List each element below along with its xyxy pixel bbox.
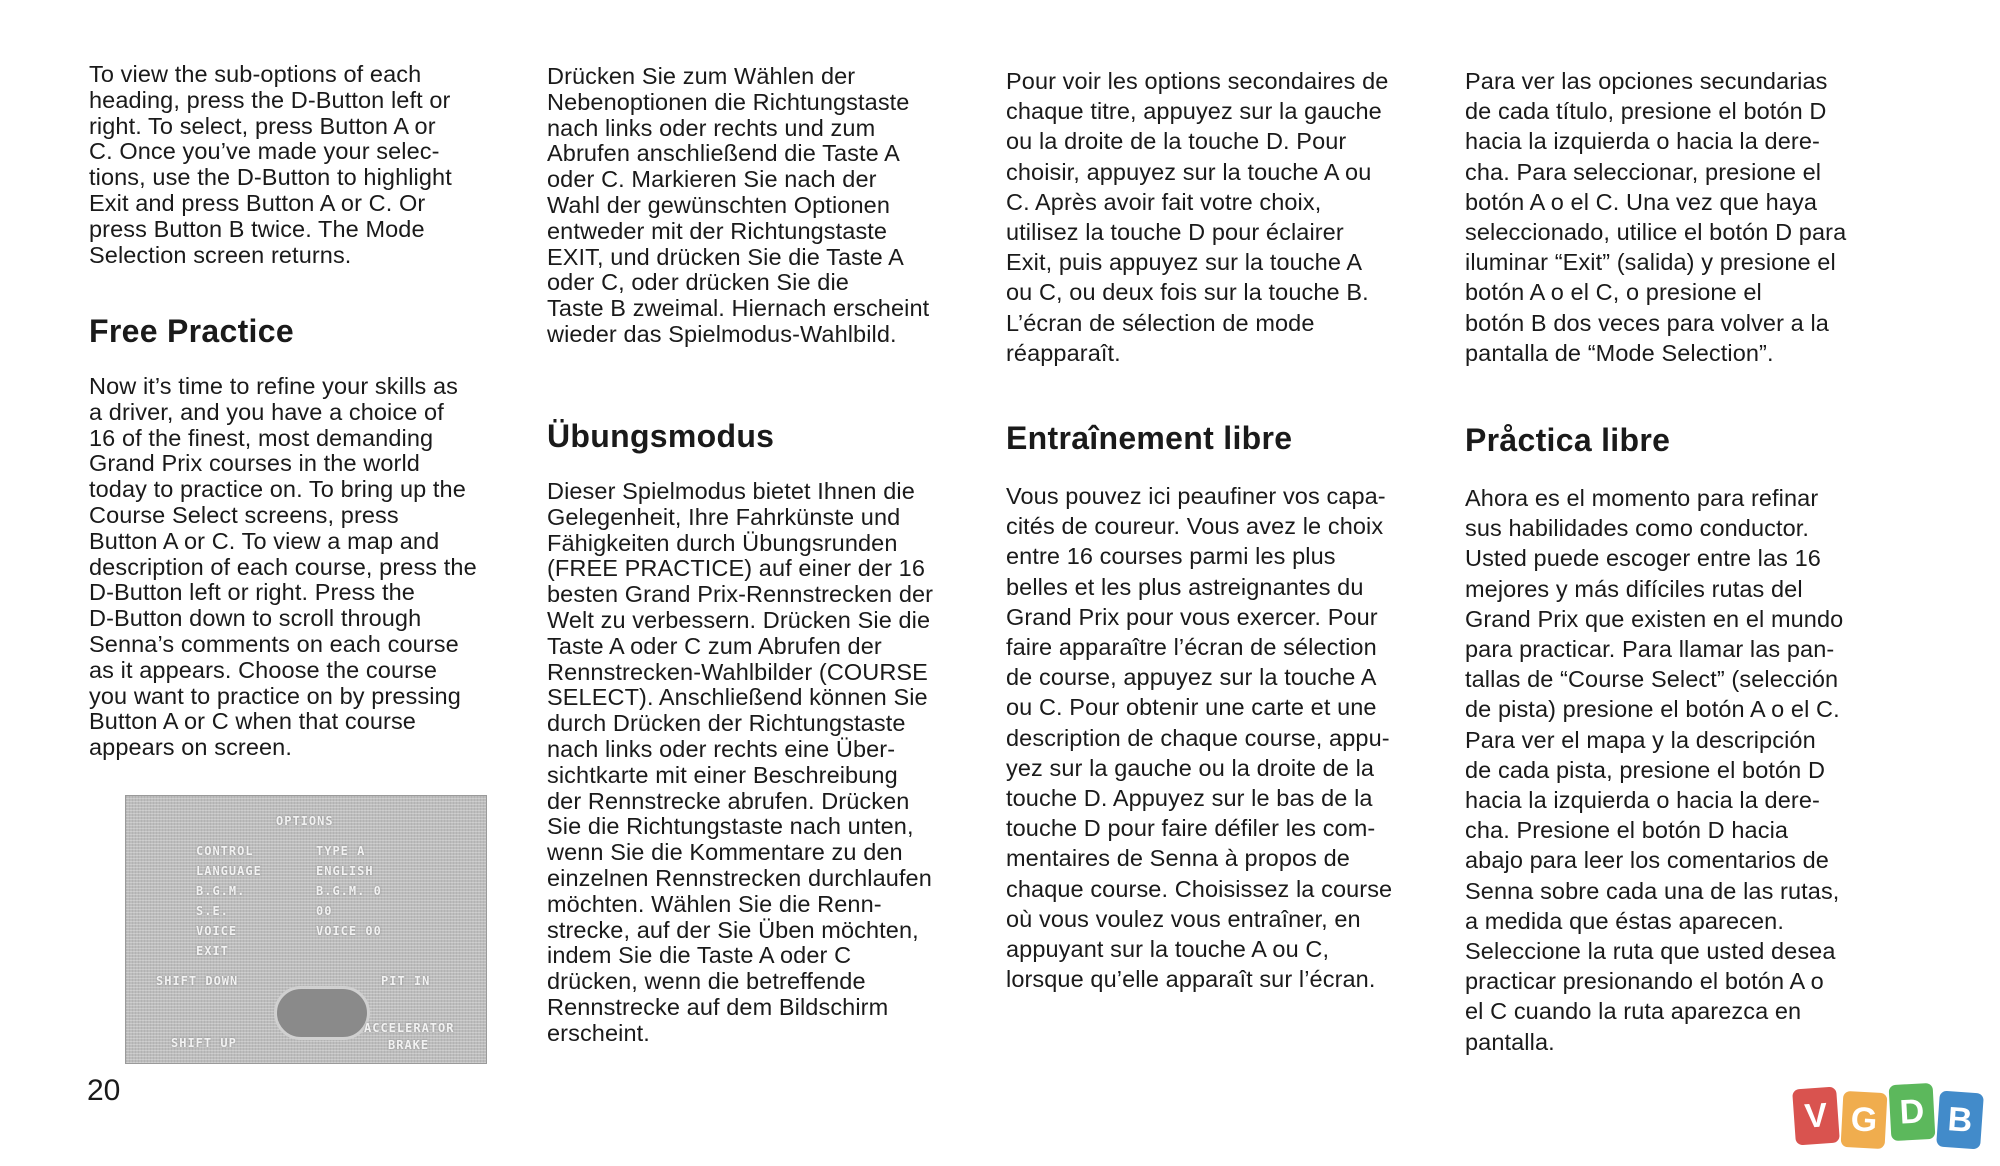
option-label: B.G.M. xyxy=(196,884,246,898)
logo-tile-d: D xyxy=(1889,1083,1936,1141)
option-label: CONTROL xyxy=(196,844,254,858)
logo-tile-g: G xyxy=(1841,1091,1888,1149)
accelerator-label: ACCELERATOR xyxy=(364,1021,455,1035)
option-value: B.G.M. 0 xyxy=(316,884,382,898)
options-screenshot xyxy=(125,795,487,1064)
options-title: OPTIONS xyxy=(276,814,334,828)
spanish-heading: Pråctica libre xyxy=(1465,422,1671,458)
shift-up-label: SHIFT UP xyxy=(171,1036,237,1050)
gamepad-icon xyxy=(274,986,370,1040)
logo-tile-v: V xyxy=(1792,1087,1840,1146)
french-column xyxy=(1006,66,1446,993)
pit-in-label: PIT IN xyxy=(381,974,431,988)
german-intro: Drücken Sie zum Wählen der Nebenoptionen die Richtungstaste nach links oder rechts und zum Abrufen anschließend die Taste A oder C. Markieren Sie nach der Wahl der gewünschten Optionen entweder mit der Richtungstaste EXIT, und drücken Sie die Taste A oder C, oder drücken Sie die Taste B zweimal. Hiernach erscheint wieder das Spielmodus-Wahlbild. xyxy=(547,63,930,347)
vgdb-logo xyxy=(1794,1084,1990,1150)
option-label: LANGUAGE xyxy=(196,864,262,878)
spanish-body: Ahora es el momento para refinar sus habilidades como conductor. Usted puede escoger entre las 16 mejores y más difíciles rutas del Grand Prix que existen en el mundo para practicar. Para llamar las pan- tallas de “Course Select” (selección de pista) presione el botón A o el C. Para ver el mapa y la descripción de cada pista, presione el botón D hacia la izquierda o hacia la dere- cha. Presione el botón D hacia abajo para leer los comentarios de Senna sobre cada una de las rutas, a medida que éstas aparecen. Seleccione la ruta que usted desea practicar presionando el botón A o el C cuando la ruta aparezca en pantalla. xyxy=(1465,485,1844,1055)
french-heading: Entraînement libre xyxy=(1006,420,1293,456)
option-value: ENGLISH xyxy=(316,864,374,878)
option-value: 00 xyxy=(316,904,333,918)
french-intro: Pour voir les options secondaires de chaque titre, appuyez sur la gauche ou la droite de la touche D. Pour choisir, appuyez sur la touche A ou C. Après avoir fait votre choix, utilisez la touche D pour éclairer Exit, puis appuyez sur la touche A ou C, ou deux fois sur la touche B. L’écran de sélection de mode réapparaît. xyxy=(1006,68,1389,366)
german-column xyxy=(547,63,987,1046)
english-heading: Free Practice xyxy=(89,313,294,349)
german-body: Dieser Spielmodus bietet Ihnen die Gelegenheit, Ihre Fahrkünste und Fähigkeiten durch Übungsrunden (FREE PRACTICE) auf einer der 16 besten Grand Prix-Rennstrecken der Welt zu verbessern. Drücken Sie die Taste A oder C zum Abrufen der Rennstrecken-Wahlbilder (COURSE SELECT). Anschließend können Sie durch Drücken der Richtungstaste nach links oder rechts eine Über- sichtkarte mit einer Beschreibung der Rennstrecke abrufen. Drücken Sie die Richtungstaste nach unten, wenn Sie die Kommentare zu den einzelnen Rennstrecken durchlaufen möchten. Wählen Sie die Renn- strecke, auf der Sie Üben möchten, indem Sie die Taste A oder C drücken, wenn die betreffende Rennstrecke auf dem Bildschirm erscheint. xyxy=(547,478,934,1046)
english-body: Now it’s time to refine your skills as a driver, and you have a choice of 16 of the finest, most demanding Grand Prix courses in the world today to practice on. To bring up the Course Select screens, press Button A or C. To view a map and description of each course, press the D-Button left or right. Press the D-Button down to scroll through Senna’s comments on each course as it appears. Choose the course you want to practice on by pressing Button A or C when that course appears on screen. xyxy=(89,373,477,761)
brake-label: BRAKE xyxy=(388,1038,430,1052)
shift-down-label: SHIFT DOWN xyxy=(156,974,239,988)
french-body: Vous pouvez ici peaufiner vos capa- cités de coureur. Vous avez le choix entre 16 courses parmi les plus belles et les plus astreignantes du Grand Prix pour vous exercer. Pour faire apparaître l’écran de sélection de course, appuyez sur la touche A ou C. Pour obtenir une carte et une description de chaque course, appu- yez sur la gauche ou la droite de la touche D. Appuyez sur le bas de la touche D pour faire défiler les com- mentaires de Senna à propos de chaque course. Choisissez la course où vous voulez vous entraîner, en appuyant sur la touche A ou C, lorsque qu’elle apparaît sur l’écran. xyxy=(1006,483,1393,993)
spanish-intro: Para ver las opciones secundarias de cada título, presione el botón D hacia la izquierda o hacia la dere- cha. Para seleccionar, presione el botón A o el C. Una vez que haya seleccionado, utilice el botón D para iluminar “Exit” (salida) y presione el botón A o el C, o presione el botón B dos veces para volver a la pantalla de “Mode Selection”. xyxy=(1465,68,1847,366)
option-label: EXIT xyxy=(196,944,229,958)
option-value: VOICE 00 xyxy=(316,924,382,938)
english-column xyxy=(89,61,529,761)
german-heading: Übungsmodus xyxy=(547,418,775,454)
logo-tile-b: B xyxy=(1936,1091,1984,1150)
english-intro: To view the sub-options of each heading, press the D-Button left or right. To select, press Button A or C. Once you’ve made your selec- tions, use the D-Button to highlight Exit and press Button A or C. Or press Button B twice. The Mode Selection screen returns. xyxy=(89,61,452,268)
page-number: 20 xyxy=(87,1074,121,1107)
option-label: VOICE xyxy=(196,924,238,938)
option-label: S.E. xyxy=(196,904,229,918)
spanish-column xyxy=(1465,66,1905,1055)
option-value: TYPE A xyxy=(316,844,366,858)
